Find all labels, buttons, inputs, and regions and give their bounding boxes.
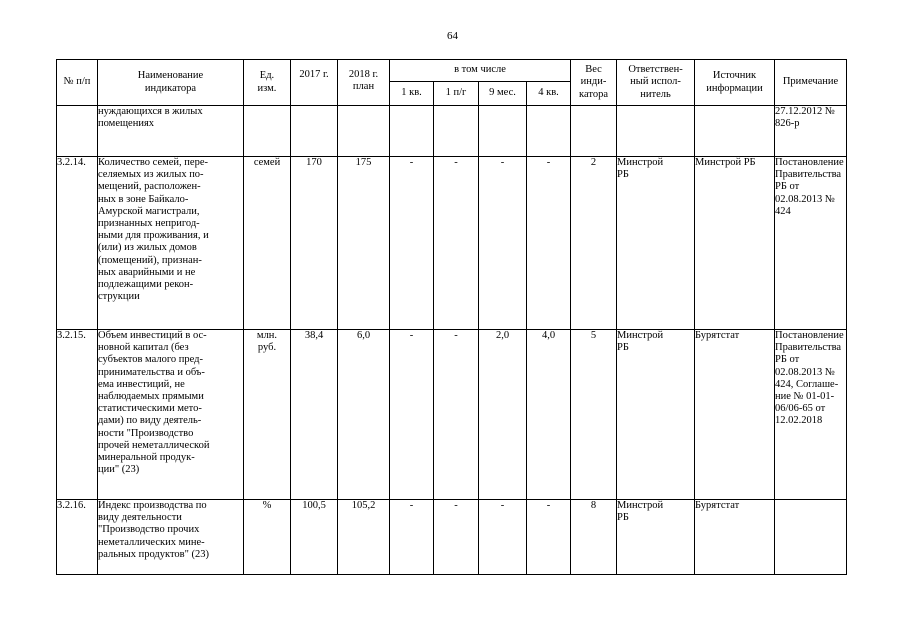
row-name: Объем инвестиций в ос- новной капитал (без субъектов малого пред- принимательства и объ- ема инвестиций, не наблюдаемых прямыми статистическими мето- дами) по виду деятель- ности "Производство прочей неметаллической минеральной продук- ции" (23) [98,330,244,500]
header-responsible: Ответствен- ный испол- нитель [617,60,695,106]
row-2017: 170 [291,157,338,330]
row-note: 27.12.2012 № 826-р [775,106,847,157]
row-unit [244,106,291,157]
header-num: № п/п [57,60,98,106]
row-9m: - [479,157,527,330]
row-num: 3.2.16. [57,500,98,575]
row-q4: 4,0 [527,330,571,500]
row-note: Постановление Правительства РБ от 02.08.2013 № 424 [775,157,847,330]
header-h1: 1 п/г [434,82,479,106]
row-source: Бурятстат [695,500,775,575]
row-q1: - [390,330,434,500]
row-name: нуждающихся в жилых помещениях [98,106,244,157]
row-responsible: Минстрой РБ [617,157,695,330]
row-weight: 2 [571,157,617,330]
row-2018: 105,2 [338,500,390,575]
row-9m: 2,0 [479,330,527,500]
row-q4: - [527,157,571,330]
row-q4: - [527,500,571,575]
row-responsible [617,106,695,157]
row-2017 [291,106,338,157]
row-num: 3.2.14. [57,157,98,330]
row-h1 [434,106,479,157]
header-weight: Вес инди- катора [571,60,617,106]
row-weight [571,106,617,157]
row-source [695,106,775,157]
row-note [775,500,847,575]
row-num: 3.2.15. [57,330,98,500]
row-source: Минстрой РБ [695,157,775,330]
header-q4: 4 кв. [527,82,571,106]
header-unit: Ед. изм. [244,60,291,106]
table-row [57,106,847,157]
row-h1: - [434,330,479,500]
header-q1: 1 кв. [390,82,434,106]
row-unit: семей [244,157,291,330]
page-number: 64 [447,30,458,42]
header-including: в том числе [390,60,571,82]
row-note: Постановление Правительства РБ от 02.08.2013 № 424, Соглаше- ние № 01-01- 06/06-65 от 12.02.2018 [775,330,847,500]
header-2018-plan: 2018 г. план [338,60,390,106]
row-weight: 8 [571,500,617,575]
row-responsible: Минстрой РБ [617,330,695,500]
indicator-table [56,59,847,575]
row-unit: млн. руб. [244,330,291,500]
table-row [57,330,847,500]
header-name: Наименование индикатора [98,60,244,106]
row-2018: 175 [338,157,390,330]
header-source: Источник информации [695,60,775,106]
row-weight: 5 [571,330,617,500]
row-h1: - [434,157,479,330]
row-source: Бурятстат [695,330,775,500]
table-row [57,157,847,330]
header-2017: 2017 г. [291,60,338,106]
row-q1 [390,106,434,157]
row-name: Количество семей, пере- селяемых из жилых по- мещений, расположен- ных в зоне Байкало- Амурской магистрали, признанных непригод- ными для проживания, и (или) из жилых домов (помещений), признан- ных аварийными и не подлежащими рекон- струкции [98,157,244,330]
row-2017: 38,4 [291,330,338,500]
table-row [57,500,847,575]
row-num [57,106,98,157]
header-note: Примечание [775,60,847,106]
row-q4 [527,106,571,157]
row-2018 [338,106,390,157]
row-name: Индекс производства по виду деятельности "Производство прочих неметаллических мине- ральных продуктов" (23) [98,500,244,575]
row-q1: - [390,157,434,330]
row-unit: % [244,500,291,575]
row-2017: 100,5 [291,500,338,575]
row-responsible: Минстрой РБ [617,500,695,575]
row-2018: 6,0 [338,330,390,500]
row-9m: - [479,500,527,575]
row-h1: - [434,500,479,575]
row-q1: - [390,500,434,575]
header-9m: 9 мес. [479,82,527,106]
row-9m [479,106,527,157]
